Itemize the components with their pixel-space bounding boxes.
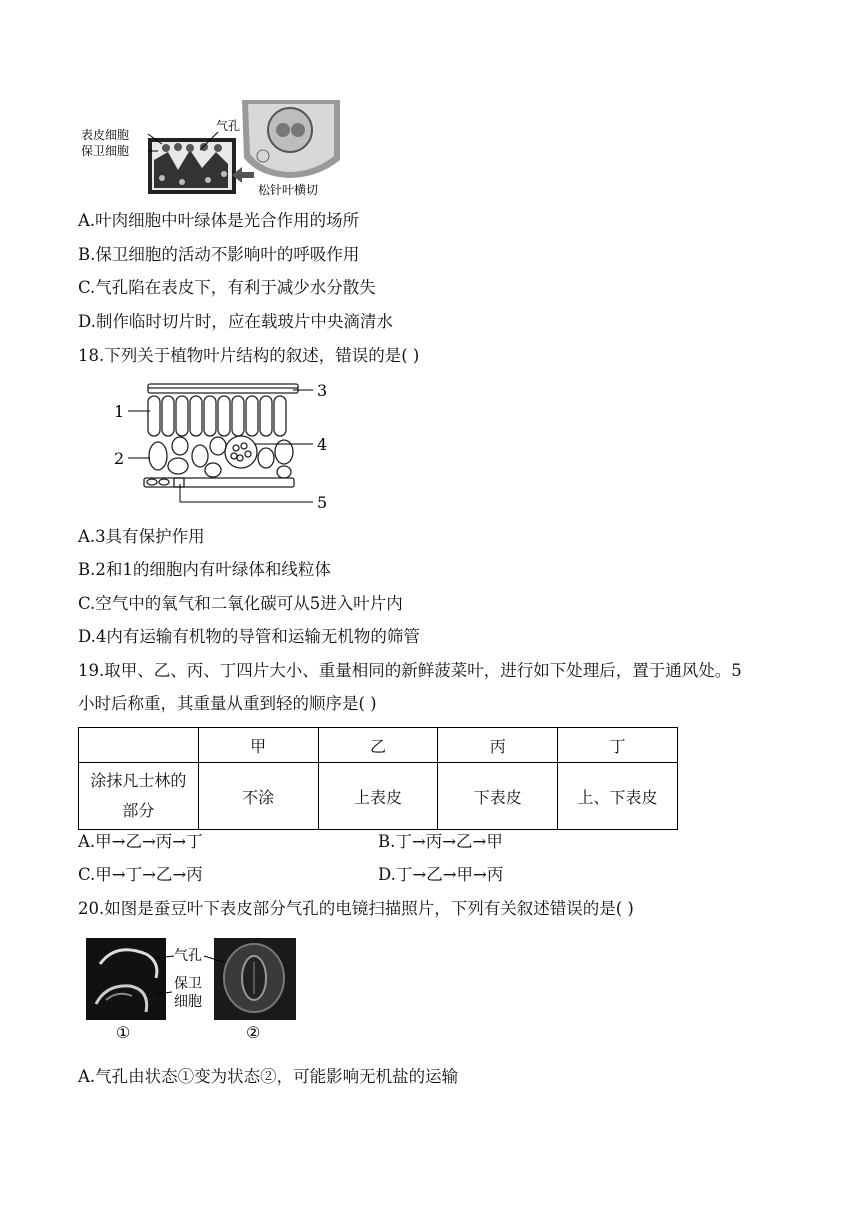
- cross-section-micrograph: [242, 100, 340, 178]
- table-row-label: [79, 763, 199, 830]
- table-header-cell: 丙: [438, 728, 558, 763]
- stomata-figure: [86, 934, 298, 1042]
- q19-stem-line2: 小时后称重，其重量从重到轻的顺序是( ): [78, 694, 377, 713]
- table-header-cell: [79, 728, 199, 763]
- epidermis-micrograph: [148, 138, 236, 194]
- label-guard-cell-line2: 细胞: [174, 994, 202, 1010]
- label-3: 3: [317, 381, 328, 400]
- q20-option-a: A.气孔由状态①变为状态②，可能影响无机盐的运输: [78, 1067, 459, 1086]
- q19-table: [78, 727, 678, 830]
- table-cell: 不涂: [198, 763, 318, 830]
- mark-state-2: ②: [246, 1023, 261, 1042]
- q18-option-a: A.3具有保护作用: [78, 527, 205, 546]
- label-2: 2: [114, 449, 125, 468]
- mark-state-1: ①: [116, 1023, 131, 1042]
- figure-caption: 松针叶横切: [258, 183, 319, 197]
- label-epidermis: 表皮细胞: [81, 128, 130, 142]
- q20-stem: 20.如图是蚕豆叶下表皮部分气孔的电镜扫描照片，下列有关叙述错误的是( ): [78, 899, 634, 918]
- label-4: 4: [317, 435, 328, 454]
- label-1: 1: [114, 402, 125, 421]
- table-header-row: [79, 728, 678, 763]
- label-guard-cell: 保卫细胞: [81, 144, 130, 158]
- q17-option-a: A.叶肉细胞中叶绿体是光合作用的场所: [78, 211, 360, 230]
- table-row: [79, 763, 678, 830]
- q18-stem: 18.下列关于植物叶片结构的叙述，错误的是( ): [78, 346, 420, 365]
- table-cell: 上、下表皮: [558, 763, 678, 830]
- row-label-line1: 涂抹凡士林的: [90, 771, 187, 790]
- q17-option-c: C.气孔陷在表皮下，有利于减少水分散失: [78, 278, 376, 297]
- leaf-structure-figure: [108, 376, 338, 514]
- q18-option-b: B.2和1的细胞内有叶绿体和线粒体: [78, 560, 331, 579]
- q19-option-c: C.甲→丁→乙→丙: [78, 865, 203, 884]
- label-guard-cell-line1: 保卫: [174, 976, 202, 992]
- table-cell: 下表皮: [438, 763, 558, 830]
- table-header-cell: 乙: [318, 728, 438, 763]
- q19-option-a: A.甲→乙→丙→丁: [78, 832, 203, 851]
- q17-option-d: D.制作临时切片时，应在载玻片中央滴清水: [78, 312, 393, 331]
- row-label-line2: 部分: [122, 801, 155, 820]
- table-cell: 上表皮: [318, 763, 438, 830]
- label-5: 5: [317, 493, 328, 512]
- pine-needle-figure: [78, 100, 340, 200]
- label-stoma: 气孔: [174, 948, 202, 964]
- q19-option-b: B.丁→丙→乙→甲: [378, 832, 503, 851]
- table-header-cell: 丁: [558, 728, 678, 763]
- q19-option-d: D.丁→乙→甲→丙: [378, 865, 504, 884]
- q18-option-c: C.空气中的氧气和二氧化碳可从5进入叶片内: [78, 594, 403, 613]
- table-header-cell: 甲: [198, 728, 318, 763]
- q18-option-d: D.4内有运输有机物的导管和运输无机物的筛管: [78, 627, 420, 646]
- q17-option-b: B.保卫细胞的活动不影响叶的呼吸作用: [78, 245, 360, 264]
- label-stoma: 气孔: [216, 119, 241, 133]
- q19-stem-line1: 19.取甲、乙、丙、丁四片大小、重量相同的新鲜菠菜叶，进行如下处理后，置于通风处。5: [78, 661, 742, 680]
